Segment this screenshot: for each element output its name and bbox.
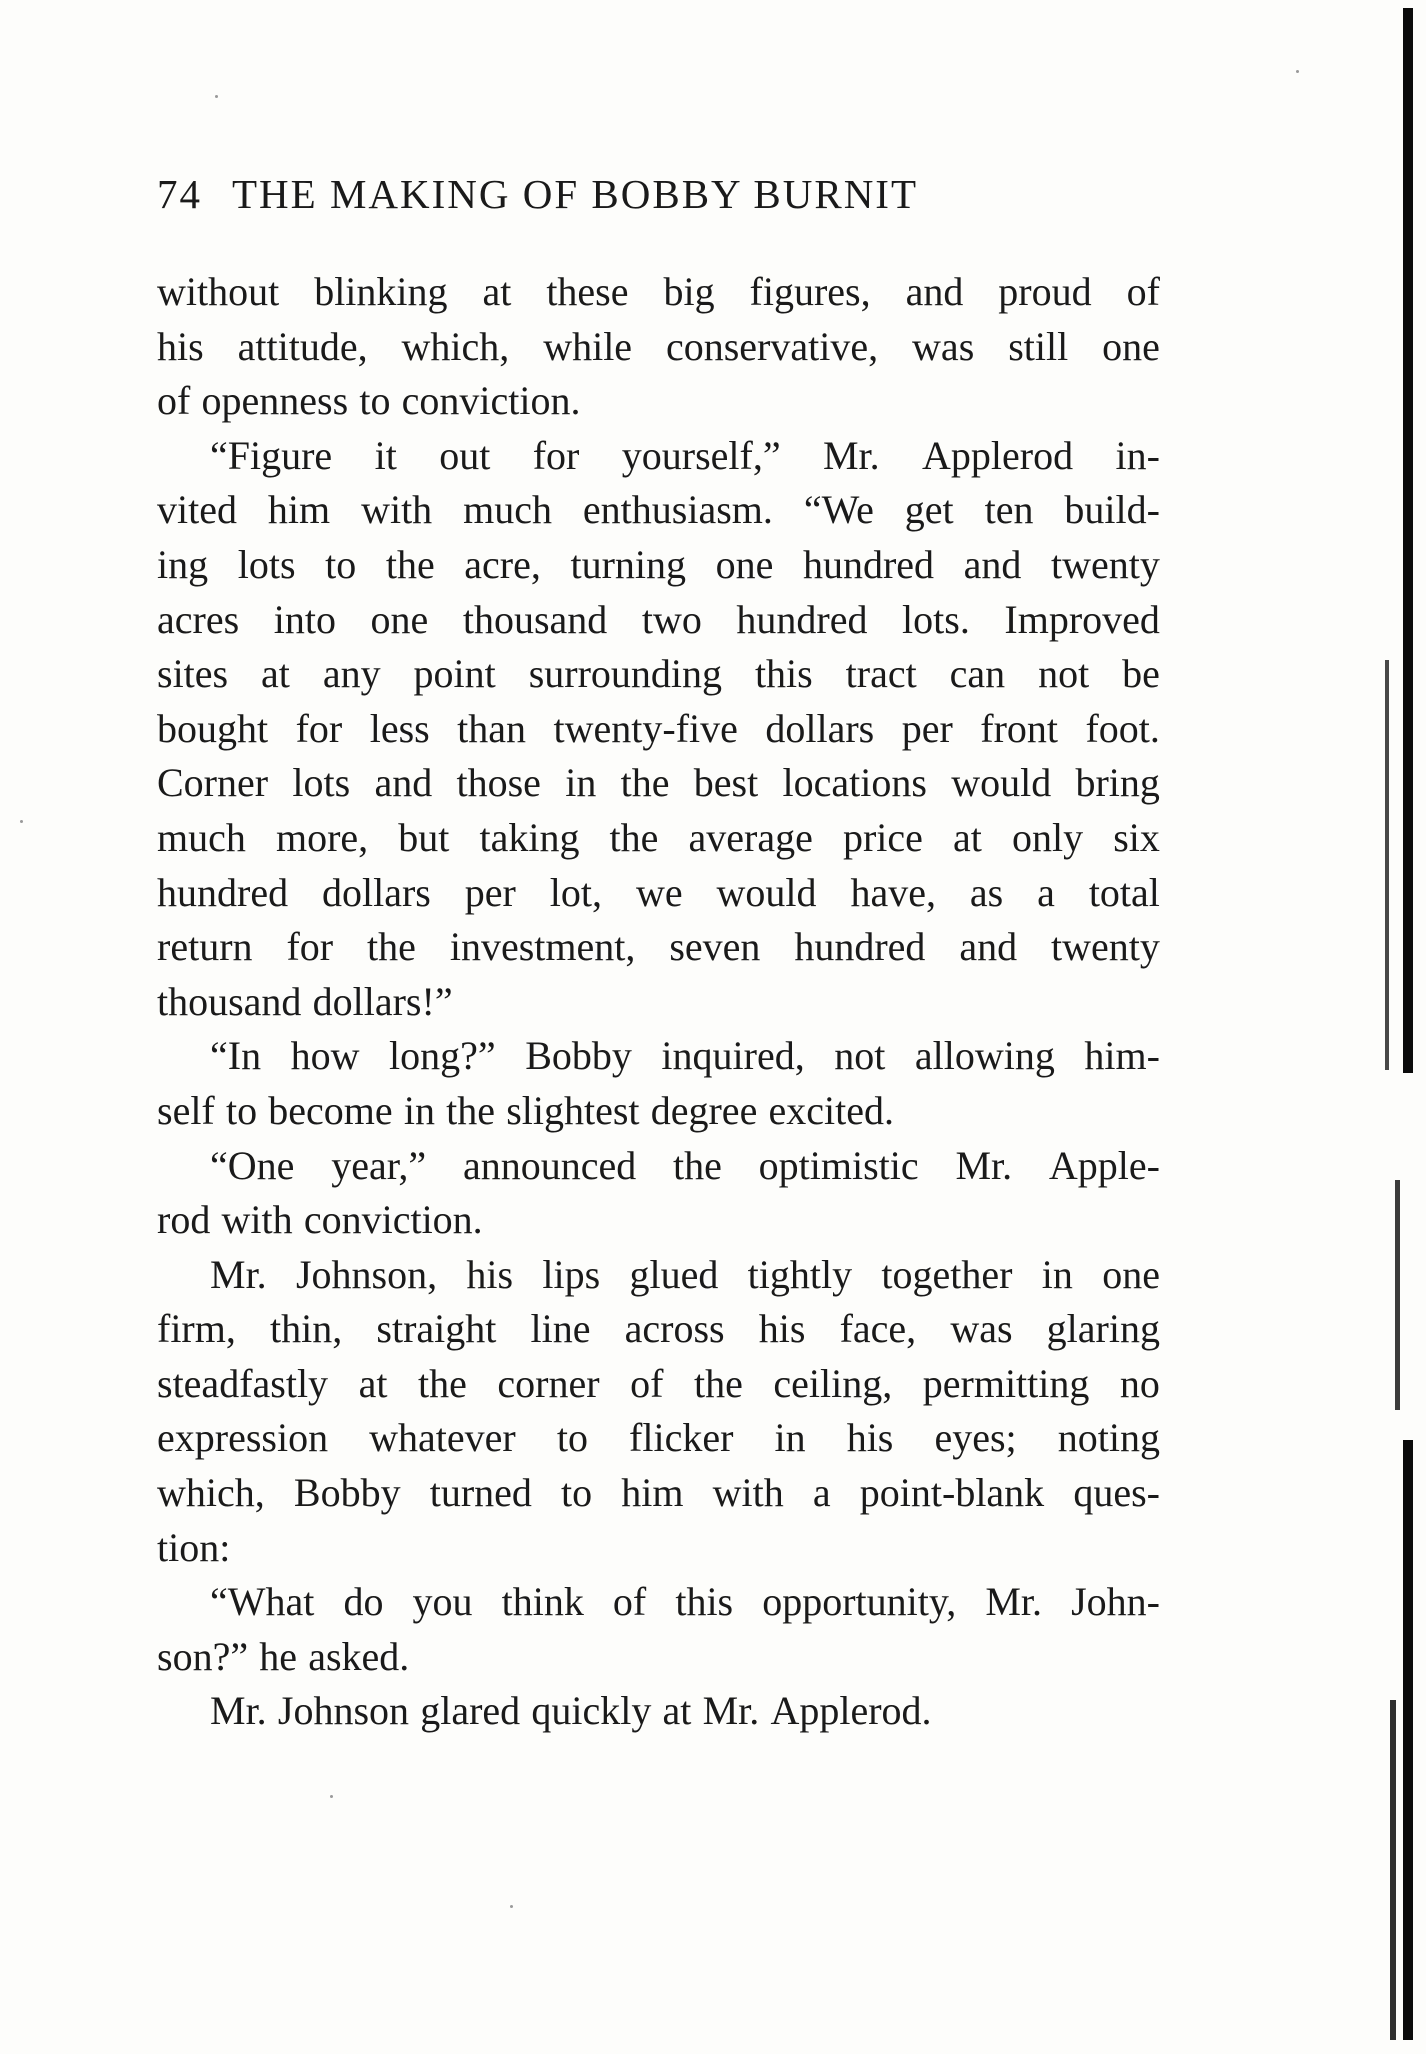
text-line: “One year,” announced the optimistic Mr. Apple-	[210, 1142, 1160, 1188]
text-line: expression whatever to flicker in his eyes; noting	[157, 1415, 1160, 1461]
text-line: return for the investment, seven hundred and twenty	[157, 924, 1160, 970]
dust-speck	[215, 95, 218, 98]
text-line: Mr. Johnson glared quickly at Mr. Applerod.	[210, 1688, 932, 1734]
running-head	[157, 170, 1157, 230]
dust-speck	[20, 820, 23, 823]
text-line: steadfastly at the corner of the ceiling, permitting no	[157, 1360, 1160, 1406]
text-line: bought for less than twenty-five dollars per front foot.	[157, 705, 1160, 751]
text-line: Corner lots and those in the best locations would bring	[157, 760, 1160, 806]
text-line: firm, thin, straight line across his face, was glaring	[157, 1306, 1160, 1352]
text-line: without blinking at these big figures, and proud of	[157, 269, 1160, 314]
text-line: “Figure it out for yourself,” Mr. Applerod in-	[210, 432, 1160, 478]
text-line: sites at any point surrounding this tract can not be	[157, 651, 1160, 697]
text-line: of openness to conviction.	[157, 378, 581, 424]
text-line: tion:	[157, 1524, 231, 1570]
page-number: 74	[157, 171, 202, 217]
dust-speck	[510, 1905, 513, 1908]
text-line: son?” he asked.	[157, 1633, 410, 1679]
text-line: ing lots to the acre, turning one hundred and twenty	[157, 541, 1160, 587]
body-text	[157, 265, 1160, 1739]
binding-shadow	[1403, 1440, 1413, 2040]
dust-speck	[330, 1795, 333, 1798]
text-line: Mr. Johnson, his lips glued tightly together in one	[210, 1251, 1160, 1297]
text-line: his attitude, which, while conservative, was still one	[157, 323, 1160, 369]
binding-shadow	[1390, 1700, 1396, 2040]
binding-shadow	[1403, 8, 1413, 1073]
text-line: “In how long?” Bobby inquired, not allowing him-	[210, 1033, 1160, 1079]
text-line: rod with conviction.	[157, 1197, 483, 1243]
text-line: acres into one thousand two hundred lots. Improved	[157, 596, 1160, 642]
dust-speck	[1296, 70, 1299, 73]
text-line: hundred dollars per lot, we would have, as a total	[157, 869, 1160, 915]
text-line: which, Bobby turned to him with a point-blank ques-	[157, 1470, 1160, 1516]
text-line: thousand dollars!”	[157, 978, 453, 1024]
text-line: “What do you think of this opportunity, Mr. John-	[210, 1579, 1160, 1625]
binding-shadow	[1395, 1180, 1400, 1410]
text-line: vited him with much enthusiasm. “We get ten build-	[157, 487, 1160, 533]
book-title: THE MAKING OF BOBBY BURNIT	[232, 171, 918, 217]
text-line: self to become in the slightest degree excited.	[157, 1087, 895, 1133]
text-line: much more, but taking the average price at only six	[157, 814, 1160, 860]
binding-shadow	[1385, 660, 1389, 1070]
